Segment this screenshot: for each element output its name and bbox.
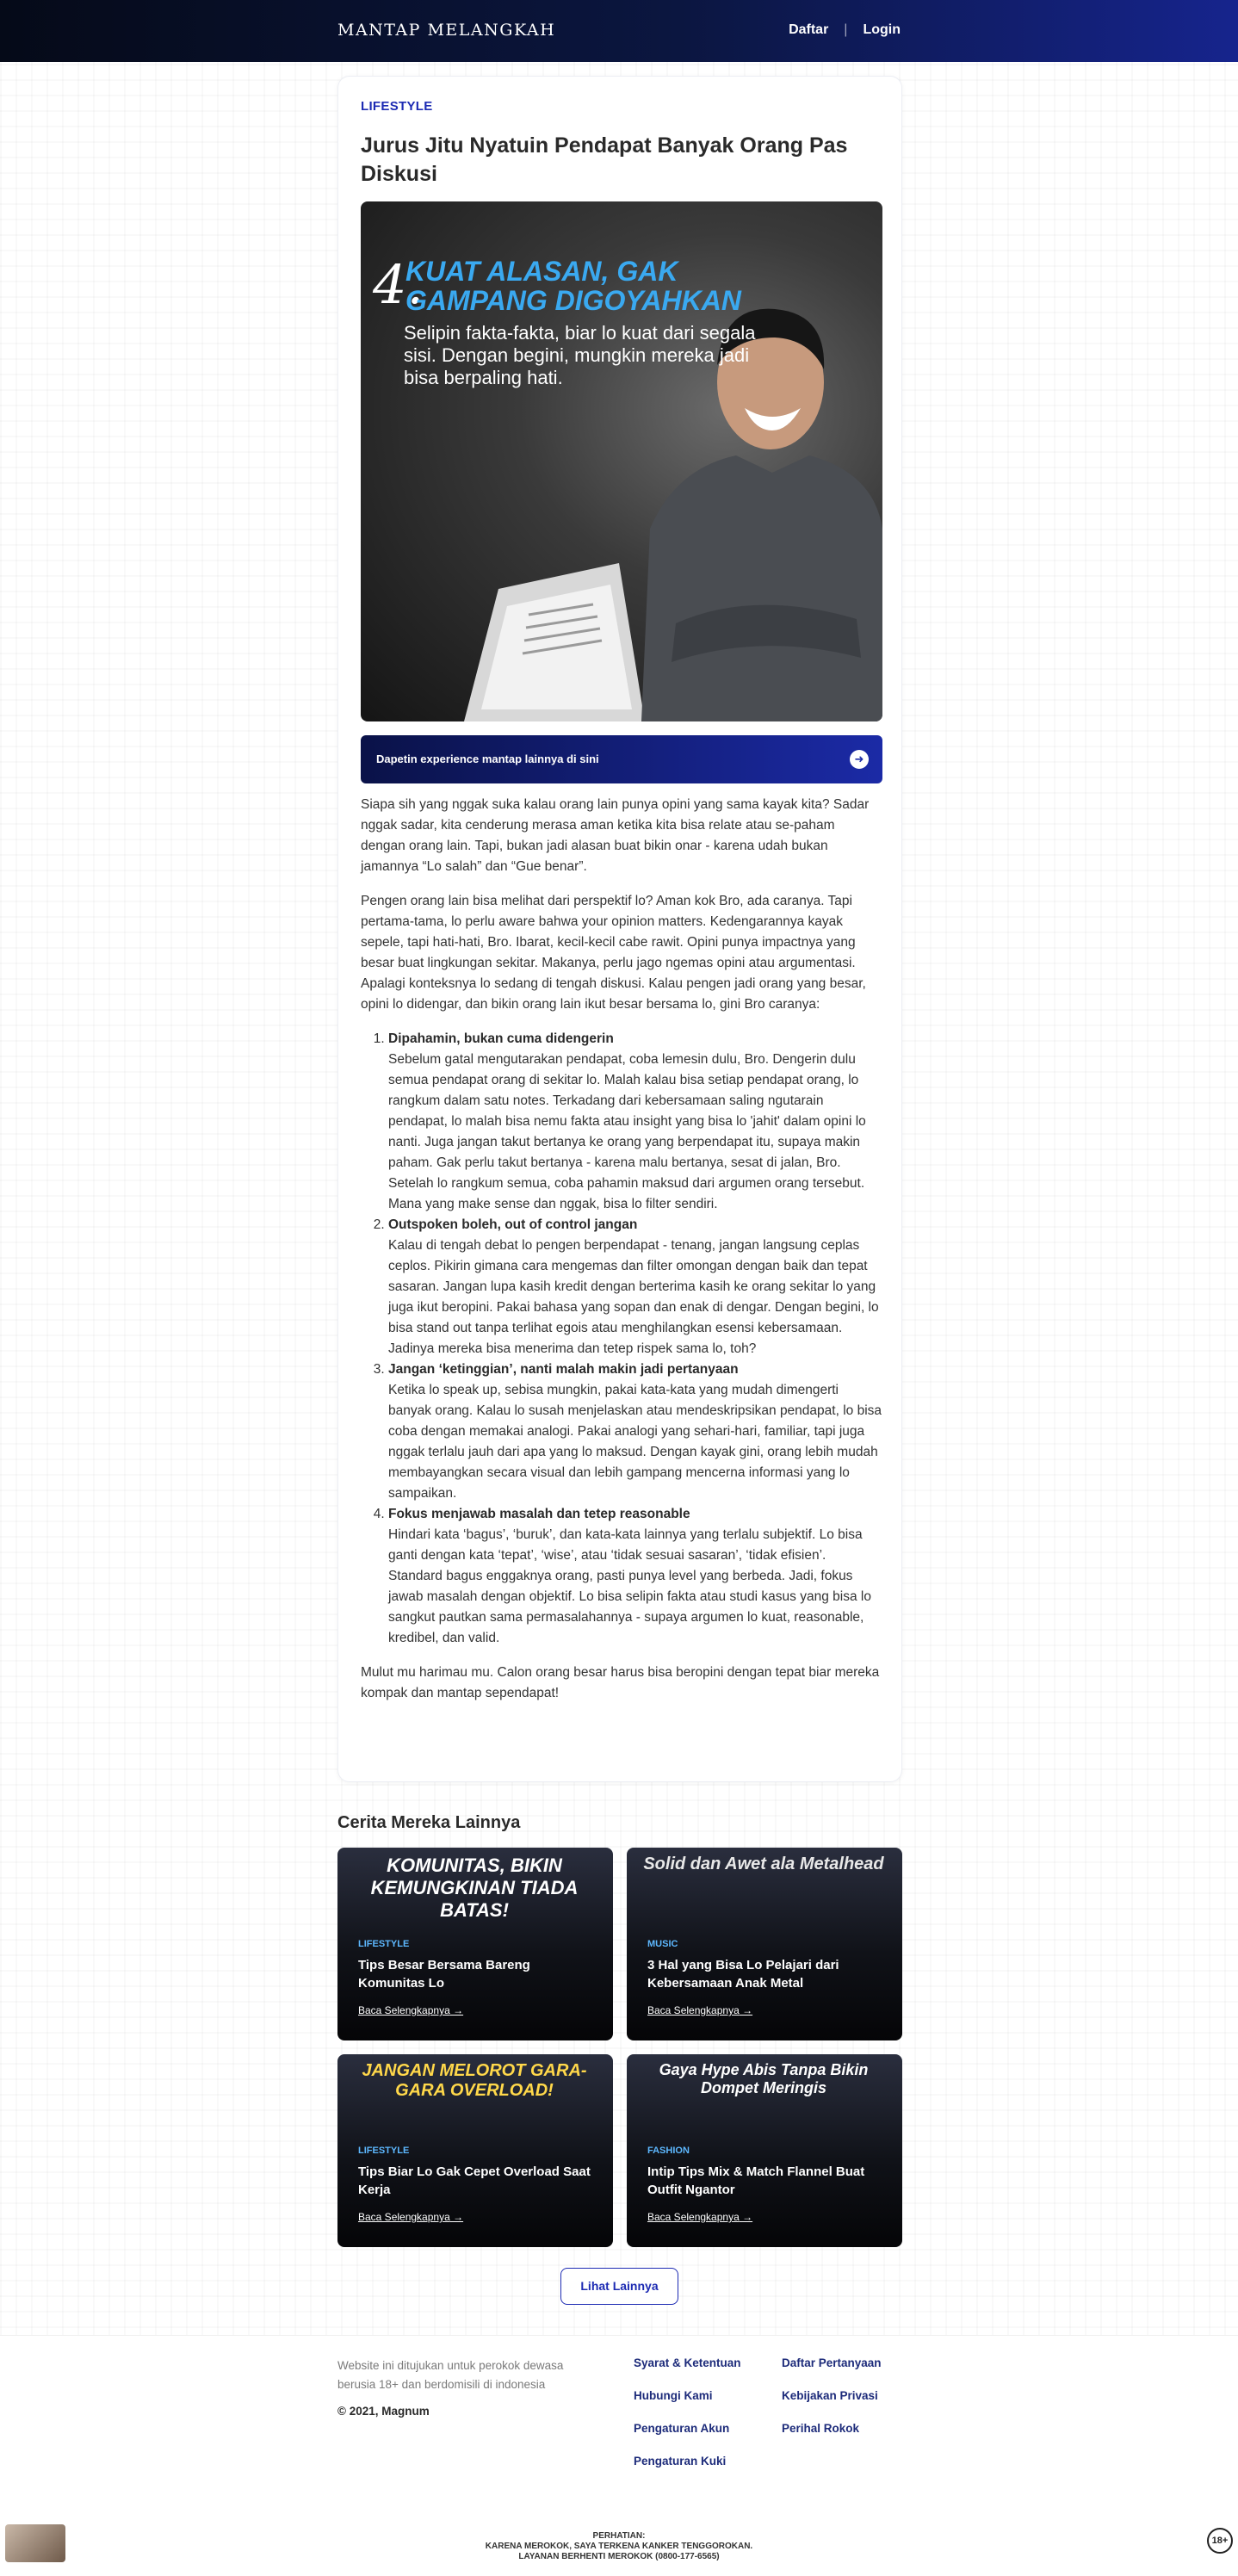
- read-more-link[interactable]: Baca Selengkapnya →: [358, 2004, 464, 2016]
- hero-subtext: Selipin fakta-fakta, biar lo kuat dari segala sisi. Dengan begini, mungkin mereka jadi bisa berpaling hati.: [404, 322, 756, 388]
- list-item-heading: 1. Dipahamin, bukan cuma didengerin: [388, 1031, 614, 1046]
- hero-image: [361, 201, 882, 721]
- newspaper-illustration: [447, 537, 645, 721]
- related-card[interactable]: [627, 1848, 902, 2040]
- age-badge: 18+: [1207, 2528, 1233, 2554]
- related-card-banner: Solid dan Awet ala Metalhead: [643, 1855, 884, 1873]
- site-header: [0, 0, 1238, 62]
- load-more-button[interactable]: Lihat Lainnya: [560, 2268, 678, 2305]
- closing-paragraph: Mulut mu harimau mu. Calon orang besar harus bisa beropini dengan tepat biar mereka kompak dan mantap sependapat!: [361, 1665, 880, 1700]
- read-more-link[interactable]: Baca Selengkapnya →: [647, 2004, 753, 2016]
- health-warning-bar: [0, 2524, 1238, 2576]
- list-item-text: Sebelum gatal mengutarakan pendapat, coba lemesin dulu, Bro. Dengerin dulu semua pendapat orang di sekitar lo. Malah kalau bisa setiap pendapat orang, lo rangkum dalam satu notes. Terkadang dari kebersamaan saling ngutarain pendapat, lo malah bisa nemu fakta atau insight yang bisa lo 'jahit' dalam opini lo nanti. Juga jangan takut bertanya ke orang yang berpendapat itu, supaya makin paham. Gak perlu takut bertanya - karena malu bertanya, sesat di jalan, Bro. Setelah lo rangkum semua, coba pahamin maksud dari argumen orang tersebut. Mana yang make sense dan nggak, bisa lo filter sendiri.: [388, 1052, 866, 1211]
- list-item-text: Ketika lo speak up, sebisa mungkin, pakai kata-kata yang mudah dimengerti banyak orang. Kalau lo susah menjelaskan atau mendeskripsikan pendapat, lo bisa coba dengan memakai analogi. Pakai analogi yang sehari-hari, familiar, tapi juga nggak terlalu jauh dari apa yang lo maksud. Dengan kayak gini, orang lebih mudah membayangkan secara visual dan lebih gampang mencerna informasi yang lo sampaikan.: [388, 1383, 882, 1501]
- related-card-title: Tips Biar Lo Gak Cepet Overload Saat Kerja: [358, 2164, 591, 2197]
- related-card[interactable]: [337, 1848, 613, 2040]
- copyright: © 2021, Magnum: [337, 2405, 430, 2418]
- related-card-banner: KOMUNITAS, BIKIN KEMUNGKINAN TIADA BATAS!: [370, 1855, 579, 1921]
- experience-cta-button[interactable]: [361, 735, 882, 783]
- cookie-settings-link[interactable]: Pengaturan Kuki: [634, 2455, 727, 2468]
- article-category[interactable]: LIFESTYLE: [361, 99, 433, 114]
- read-more-link[interactable]: Baca Selengkapnya →: [647, 2211, 753, 2223]
- read-more-link[interactable]: Baca Selengkapnya →: [358, 2211, 464, 2223]
- article-card: [337, 76, 902, 1782]
- login-link[interactable]: Login: [863, 22, 901, 37]
- list-item: [388, 1504, 882, 1649]
- privacy-link[interactable]: Kebijakan Privasi: [782, 2389, 878, 2402]
- nav-separator: |: [844, 22, 848, 37]
- related-card-category: LIFESTYLE: [358, 2146, 410, 2156]
- intro-paragraph: Siapa sih yang nggak suka kalau orang lain punya opini yang sama kayak kita? Sadar nggak sadar, kita cenderung merasa aman ketika kita bisa relate atau se-paham dengan orang lain. Tapi, bukan jadi alasan buat bikin onar - karena udah bukan jamannya “Lo salah” dan “Gue benar”.: [361, 797, 870, 874]
- hero-heading: KUAT ALASAN, GAK GAMPANG DIGOYAHKAN: [405, 256, 741, 316]
- list-item: [388, 1029, 882, 1215]
- related-section-title: Cerita Mereka Lainnya: [337, 1813, 521, 1832]
- related-card[interactable]: [337, 2054, 613, 2247]
- related-card-category: LIFESTYLE: [358, 1939, 410, 1949]
- tips-list: [361, 1029, 882, 1649]
- list-item-heading: 3. Jangan ‘ketinggian’, nanti malah makin jadi pertanyaan: [388, 1362, 739, 1377]
- related-card[interactable]: [627, 2054, 902, 2247]
- header-nav: [789, 22, 901, 38]
- related-card-title: Tips Besar Bersama Bareng Komunitas Lo: [358, 1958, 530, 1991]
- related-card-title: 3 Hal yang Bisa Lo Pelajari dari Kebersamaan Anak Metal: [647, 1958, 839, 1991]
- list-item-heading: 2. Outspoken boleh, out of control jangan: [388, 1217, 638, 1232]
- list-item-heading: 4. Fokus menjawab masalah dan tetep reasonable: [388, 1507, 690, 1521]
- related-card-category: MUSIC: [647, 1939, 678, 1949]
- related-card-title: Intip Tips Mix & Match Flannel Buat Outfit Ngantor: [647, 2164, 865, 2197]
- brand-logo[interactable]: MANTAP MELANGKAH: [337, 21, 556, 40]
- context-paragraph: Pengen orang lain bisa melihat dari perspektif lo? Aman kok Bro, ada caranya. Tapi pertama-tama, lo perlu aware bahwa your opinion matters. Kedengarannya kayak sepele, tapi hati-hati, Bro. Ibarat, kecil-kecil cabe rawit. Opini punya impactnya yang besar buat lingkungan sekitar. Makanya, perlu jago ngemas opini atau argumentasi. Apalagi konteksnya lo sedang di tengah diskusi. Kalau pengen jadi orang yang besar, opini lo didengar, dan bikin orang lain ikut besar bersama lo, gini Bro caranya:: [361, 894, 866, 1012]
- article-title: Jurus Jitu Nyatuin Pendapat Banyak Orang Pas Diskusi: [361, 133, 848, 186]
- list-item-text: Kalau di tengah debat lo pengen berpendapat - tenang, jangan langsung ceplas ceplos. Pikirin gimana cara mengemas dan filter omongan dengan baik dan tepat sasaran. Jangan lupa kasih kredit dengan berterima kasih ke orang sekitar lo yang juga ikut beropini. Pakai bahasa yang sopan dan enak di dengar. Dengan begini, lo bisa stand out tanpa terlihat egois atau menghilangkan esensi kebersamaan. Jadinya mereka bisa menerima dan tetep rispek sama lo, toh?: [388, 1238, 879, 1356]
- contact-link[interactable]: Hubungi Kami: [634, 2389, 713, 2402]
- account-settings-link[interactable]: Pengaturan Akun: [634, 2422, 730, 2435]
- faq-link[interactable]: Daftar Pertanyaan: [782, 2356, 882, 2369]
- arrow-right-icon: ➜: [850, 750, 869, 769]
- site-footer: [0, 2335, 1238, 2524]
- list-item: [388, 1359, 882, 1504]
- register-link[interactable]: Daftar: [789, 22, 829, 37]
- health-warning-text: PERHATIAN: KARENA MEROKOK, SAYA TERKENA KANKER TENGGOROKAN. LAYANAN BERHENTI MEROKOK (0800-177-6565): [485, 2531, 753, 2561]
- related-card-category: FASHION: [647, 2146, 690, 2156]
- hero-number: 4.: [373, 253, 424, 316]
- terms-link[interactable]: Syarat & Ketentuan: [634, 2356, 741, 2369]
- article-body: [361, 795, 882, 1718]
- related-card-banner: JANGAN MELOROT GARA-GARA OVERLOAD!: [362, 2061, 587, 2100]
- list-item: [388, 1215, 882, 1359]
- about-smoking-link[interactable]: Perihal Rokok: [782, 2422, 860, 2435]
- age-disclaimer: Website ini ditujukan untuk perokok dewasa berusia 18+ dan berdomisili di indonesia: [337, 2359, 564, 2391]
- cta-label: Dapetin experience mantap lainnya di sini: [376, 752, 599, 765]
- list-item-text: Hindari kata ‘bagus’, ‘buruk’, dan kata-kata lainnya yang terlalu subjektif. Lo bisa ganti dengan kata ‘tepat’, ‘wise’, atau ‘tidak sesuai sasaran’, ‘tidak efisien’. Standard bagus enggaknya orang, pasti punya level yang berbeda. Jadi, fokus jawab masalah dengan objektif. Lo bisa selipin fakta atau studi kasus yang bisa lo sangkut pautkan sama permasalahannya - supaya argumen lo kuat, reasonable, kredibel, dan valid.: [388, 1527, 871, 1645]
- related-card-banner: Gaya Hype Abis Tanpa Bikin Dompet Meringis: [659, 2061, 869, 2096]
